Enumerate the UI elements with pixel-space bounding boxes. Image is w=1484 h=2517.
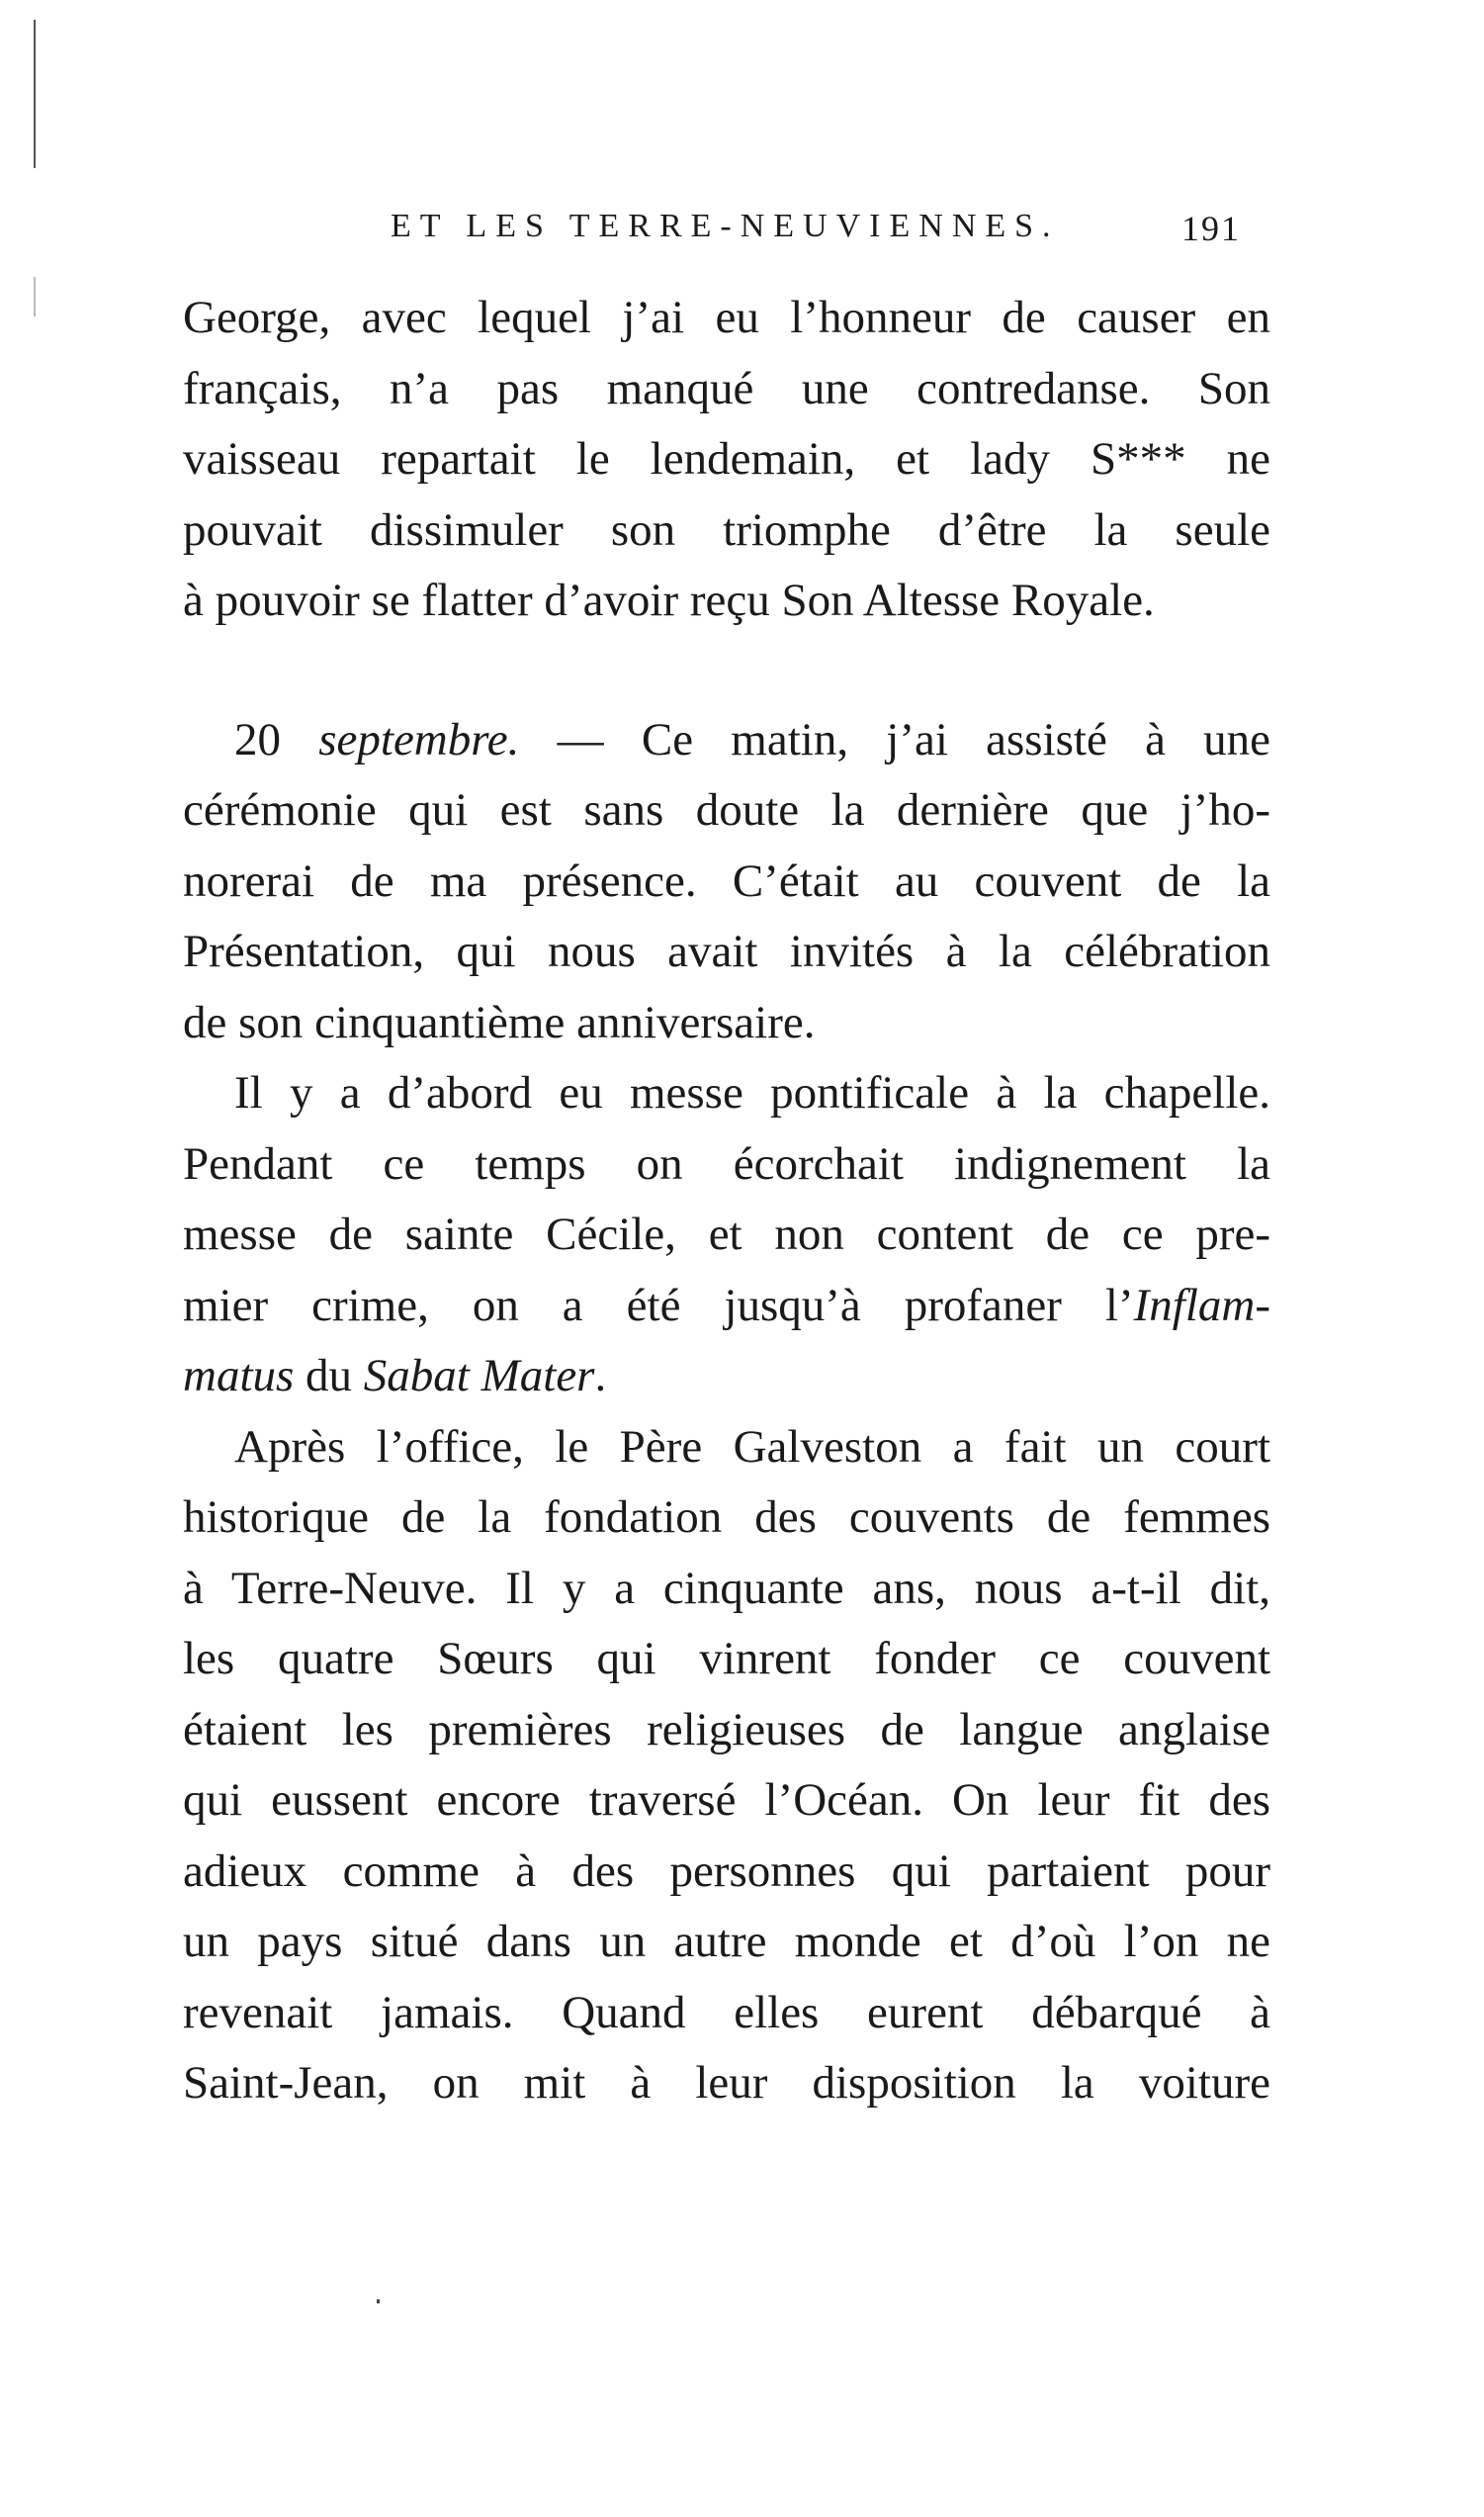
- text-line: pouvait dissimuler son triomphe d’être la seule: [183, 503, 1270, 556]
- text-line: revenait jamais. Quand elles eurent débarqué à: [183, 1986, 1270, 2038]
- text-line: cérémonie qui est sans doute la dernière que j’ho-: [183, 784, 1270, 836]
- italic-fragment: matus: [183, 1350, 295, 1401]
- entry-text: — Ce matin, j’ai assisté à une: [519, 713, 1271, 765]
- text-line: historique de la fondation des couvents de femmes: [183, 1491, 1270, 1543]
- text-fragment: .: [594, 1350, 607, 1401]
- text-line: George, avec lequel j’ai eu l’honneur de causer en: [183, 292, 1270, 343]
- page-header: [183, 208, 1270, 257]
- text-fragment: mier crime, on a été jusqu’à profaner l’: [183, 1279, 1134, 1331]
- text-line-italic-split: [183, 1271, 1270, 1342]
- text-line: de son cinquantième anniversaire.: [183, 996, 816, 1048]
- text-line: étaient les premières religieuses de langue anglaise: [183, 1703, 1270, 1755]
- text-line: Saint-Jean, on mit à leur disposition la voiture: [183, 2057, 1270, 2109]
- italic-fragment: Inflam-: [1133, 1279, 1270, 1331]
- text-line: adieux comme à des personnes qui partaient pour: [183, 1844, 1270, 1897]
- entry-day: 20: [234, 713, 319, 765]
- running-title: ET LES TERRE-NEUVIENNES.: [391, 208, 1060, 244]
- text-line: Présentation, qui nous avait invités à la célébration: [183, 926, 1270, 977]
- text-line: Il y a d’abord eu messe pontificale à la chapelle.: [234, 1067, 1270, 1119]
- text-line: vaisseau repartait le lendemain, et lady S*** ne: [183, 433, 1270, 485]
- text-line: français, n’a pas manqué une contredanse. Son: [183, 362, 1270, 414]
- text-line: les quatre Sœurs qui vinrent fonder ce couvent: [183, 1633, 1270, 1684]
- text-line: norerai de ma présence. C’était au couvent de la: [183, 854, 1270, 907]
- text-line: messe de sainte Cécile, et non content de ce pre-: [183, 1209, 1270, 1260]
- text-line: à pouvoir se flatter d’avoir reçu Son Altesse Royale.: [183, 575, 1155, 626]
- entry-month: septembre.: [318, 713, 520, 765]
- text-line: Pendant ce temps on écorchait indignement la: [183, 1137, 1270, 1190]
- paragraph-gap: [183, 637, 1270, 705]
- text-line-italic: [183, 1341, 1270, 1412]
- italic-fragment: Sabat Mater: [363, 1350, 595, 1401]
- page-number: 191: [1181, 209, 1241, 248]
- page-edge-shadow: [34, 20, 36, 2472]
- text-line: Après l’office, le Père Galveston a fait un court: [234, 1420, 1270, 1473]
- text-line-dated-entry: [183, 705, 1270, 776]
- text-line: un pays situé dans un autre monde et d’où l’on ne: [183, 1916, 1270, 1967]
- text-line: à Terre-Neuve. Il y a cinquante ans, nous a-t-il dit,: [183, 1562, 1270, 1614]
- text-fragment: du: [294, 1350, 364, 1401]
- ink-speck: [377, 2299, 380, 2303]
- text-line: qui eussent encore traversé l’Océan. On leur fit des: [183, 1774, 1270, 1826]
- body-text: [183, 283, 1270, 2119]
